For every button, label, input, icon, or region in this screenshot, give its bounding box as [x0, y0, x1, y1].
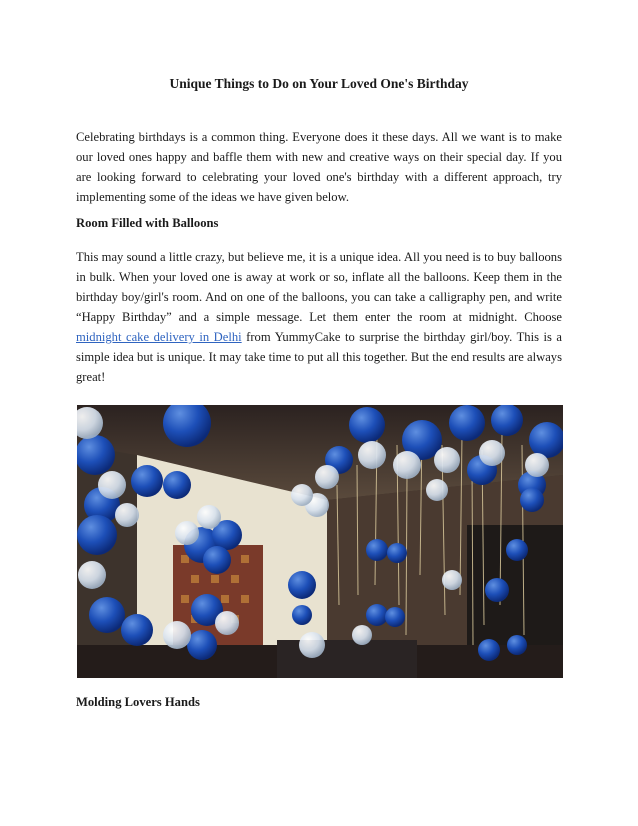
page-title: Unique Things to Do on Your Loved One's Birthday	[169, 76, 469, 91]
section-heading-balloons: Room Filled with Balloons	[76, 216, 219, 230]
section-heading-molding: Molding Lovers Hands	[76, 695, 200, 709]
balloon-room-photo	[77, 405, 563, 678]
balloons-text-end: from YummyCake to surprise the birthday girl/boy. This is a simple idea but is unique. It may take time to put all this together. But the end results are always great!	[76, 330, 562, 384]
intro-paragraph: Celebrating birthdays is a common thing. Everyone does it these days. All we want is to make our loved ones happy and baffle them with new and creative ways on their special day. If you are looking forward to celebrating your loved one's birthday with a different approach, try implementing some of the ideas we have given below.	[76, 130, 562, 204]
cake-delivery-link[interactable]: midnight cake delivery in Delhi	[76, 330, 242, 344]
balloons-paragraph	[76, 247, 562, 387]
balloons-text-start: This may sound a little crazy, but believe me, it is a unique idea. All you need is to buy balloons in bulk. When your loved one is away at work or so, inflate all the balloons. Keep them in the birthday boy/girl's room. And on one of the balloons, you can take a calligraphy pen, and write “Happy Birthday” and a simple message. Let them enter the room at midnight. Choose	[76, 250, 562, 324]
balloon-room-image	[77, 405, 563, 678]
